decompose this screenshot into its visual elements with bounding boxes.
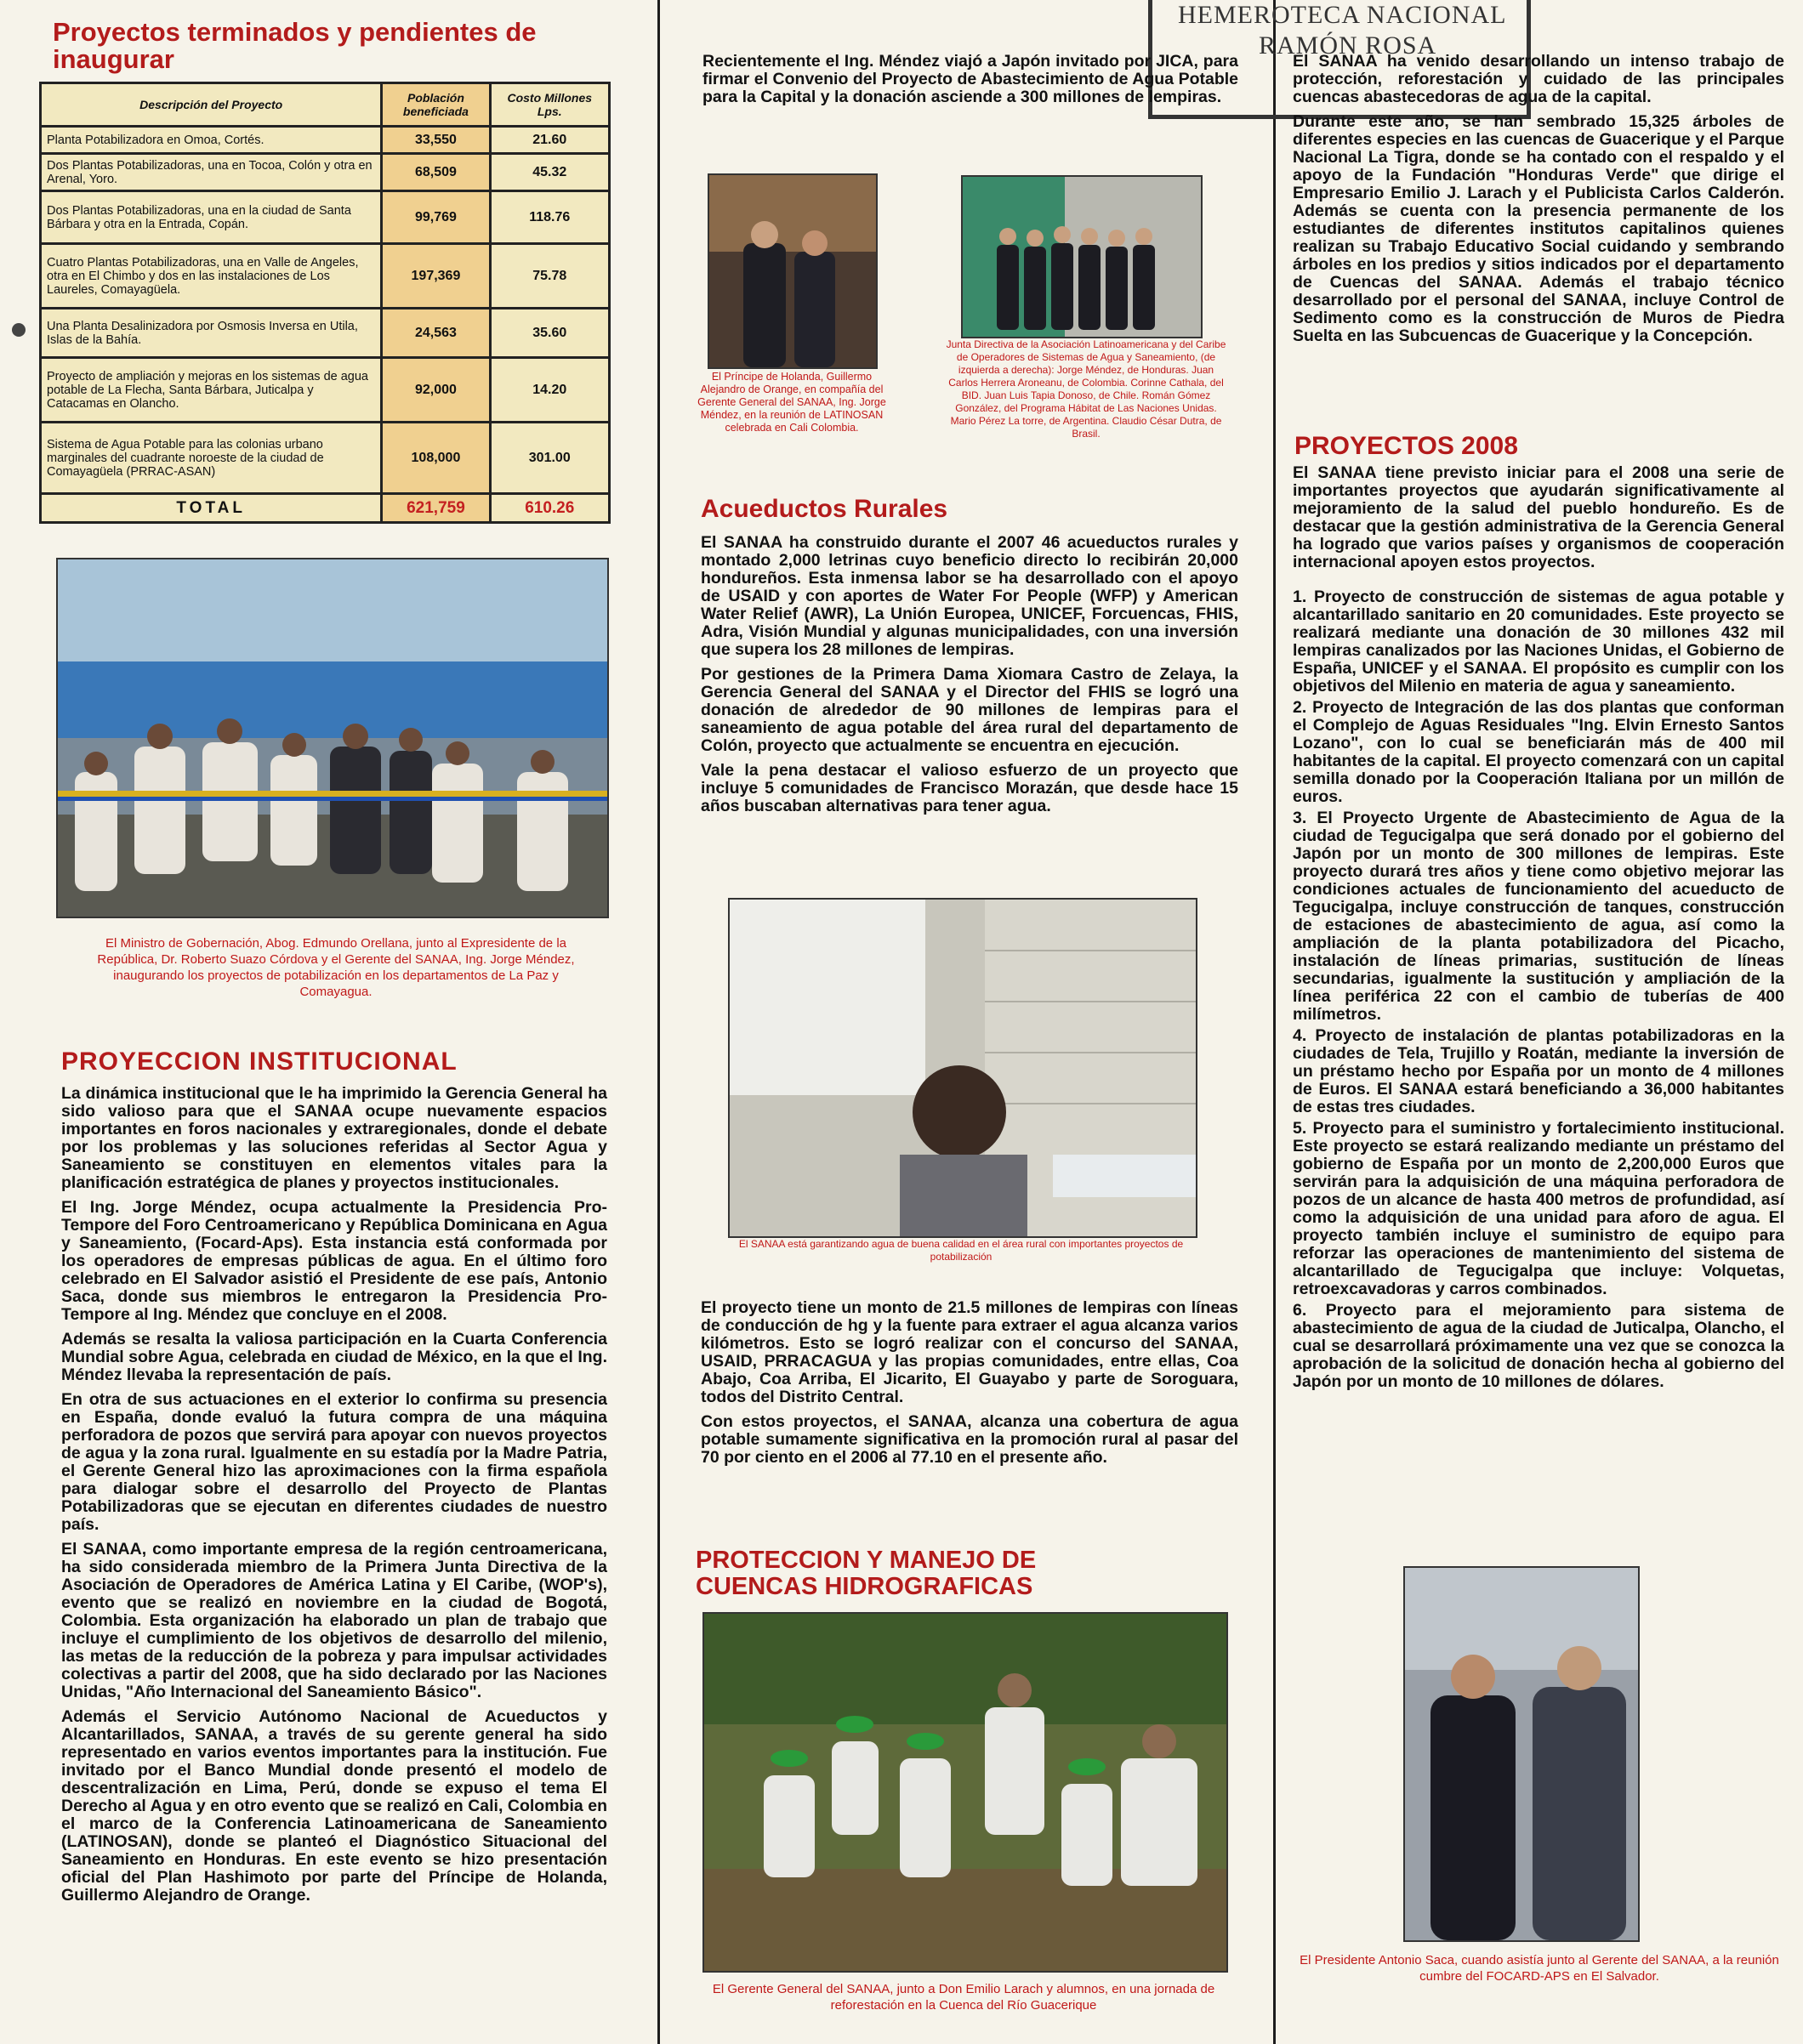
row-description: Una Planta Desalinizadora por Osmosis Inversa en Utila, Islas de la Bahía. — [41, 309, 382, 358]
col1-paragraph: El Ing. Jorge Méndez, ocupa actualmente la Presidencia Pro-Tempore del Foro Centroamericano y República Dominicana en Agua y Saneamiento, (Focard-Aps). Esta instancia está conformada por los operadores de empresas públicas de agua. En el último foro celebrado en El Salvador asistió el Presidente de ese país, Antonio Saca, donde sus miembros le entregaron la Presidencia Pro-Tempore al Ing. Méndez que concluye en el 2008. — [61, 1198, 607, 1324]
row-cost: 35.60 — [490, 309, 610, 358]
photo-ribbon-cutting — [56, 558, 609, 918]
projects-table — [39, 82, 611, 524]
row-description: Sistema de Agua Potable para las colonias urbano marginales del cuadrante noroeste de la ciudad de Comayagüela (PRRAC-ASAN) — [41, 423, 382, 494]
photo-prince-orange — [708, 173, 878, 369]
photo-junta-directiva — [961, 175, 1203, 338]
project-2008-item: 5. Proyecto para el suministro y fortalecimiento institucional. Este proyecto se estará realizando mediante un préstamo del gobierno de España por un monto de 2,200,000 Euros que servirán para la adquisición de una máquina perforadora de pozos de un alcance de hasta 400 metros de profundidad, así como la adquisición de una unidad para aforo de agua. El proyecto también incluye el suministro de equipo para reforzar las operaciones de mantenimiento del sistema de alcantarillado de Tegucigalpa que incluye: Volquetas, retroexcavadoras y carros combinados. — [1293, 1119, 1784, 1298]
row-population: 24,563 — [382, 309, 490, 358]
table-total-row — [41, 494, 610, 523]
heading-proyectos-2008: PROYECTOS 2008 — [1294, 432, 1518, 460]
row-cost: 14.20 — [490, 358, 610, 423]
caption-junta-directiva: Junta Directiva de la Asociación Latinoamericana y del Caribe de Operadores de Sistemas de Agua y Saneamiento, (de izquierda a derecha): Jorge Méndez, de Honduras. Juan Carlos Herrera Aroneanu, de Colombia. Corinne Cathala, del BID. Juan Luis Tapia Donoso, de Chile. Román Gómez González, del Programa Hábitat de Las Naciones Unidas. Mario Pérez La torre, de Argentina. Claudio César Dutra, de Brasil. — [946, 338, 1226, 440]
rural-paragraph: Por gestiones de la Primera Dama Xiomara Castro de Zelaya, la Gerencia General del SANAA y el Director del FHIS se logró una donación de alrededor de 90 millones de lempiras para el saneamiento de agua potable del área rural del departamento de Colón, proyecto que actualmente se encuentra en ejecución. — [701, 665, 1238, 755]
project-2008-item: 2. Proyecto de Integración de las dos plantas que conforman el Complejo de Aguas Residuales "Ing. Elvin Ernesto Santos Lozano", con lo cual se beneficiarán más de 400 mil habitantes de la capital. El proyecto comenzará con un capital semilla donado por la Cooperación Italiana por un millón de euros. — [1293, 698, 1784, 806]
caption-president-saca: El Presidente Antonio Saca, cuando asistía junto al Gerente del SANAA, a la reunión cumbre del FOCARD-APS en El Salvador. — [1300, 1953, 1779, 1984]
col2-after-body — [701, 1299, 1238, 1473]
table-row — [41, 244, 610, 309]
rural-paragraph: El SANAA ha construido durante el 2007 46 acueductos rurales y montado 2,000 letrinas cuyo beneficio directo lo recibirán 20,000 hondureños. Esta inmensa labor se ha desarrollado con el apoyo de USAID y con aportes de Water For People (WFP) y American Water Relief (AWR), La Unión Europea, UNICEF, Forcuencas, FHIS, Adra, Visión Mundial y algunas municipalidades, con una inversión que supera los 28 millones de lempiras. — [701, 533, 1238, 659]
row-population: 33,550 — [382, 127, 490, 154]
row-population: 68,509 — [382, 154, 490, 191]
caption-prince-orange: El Príncipe de Holanda, Guillermo Alejandro de Orange, en compañía del Gerente General del SANAA, Ing. Jorge Méndez, en la reunión de LATINOSAN celebrada en Cali Colombia. — [697, 371, 886, 434]
row-description: Proyecto de ampliación y mejoras en los sistemas de agua potable de La Flecha, Santa Bárbara, Juticalpa y Catacamas en Olancho. — [41, 358, 382, 423]
row-population: 99,769 — [382, 191, 490, 244]
col1-body — [61, 1085, 607, 1911]
total-population: 621,759 — [382, 494, 490, 523]
project-2008-item: 3. El Proyecto Urgente de Abastecimiento de Agua de la ciudad de Tegucigalpa que será donado por el gobierno del Japón por un monto de 300 millones de lempiras. Este proyecto durará tres años y tiene como objetivo mejorar las condiciones actuales de funcionamiento del acueducto de Tegucigalpa, incluye construcción de tanques, construcción de estaciones de abastecimiento de agua, así como la ampliación de la planta potabilizadora del Picacho, instalación de líneas primarias, sustitución de líneas secundarias, igualmente la sustitución y ampliación de la línea periférica 22 con el cambio de tuberías de 400 milímetros. — [1293, 809, 1784, 1024]
header-description: Descripción del Proyecto — [41, 83, 382, 127]
col2-rural-body — [701, 534, 1238, 822]
margin-mark — [12, 323, 26, 337]
table-row — [41, 358, 610, 423]
col3-paragraph: Durante este año, se han sembrado 15,325 árboles de diferentes especies en las cuencas de Guacerique y el Parque Nacional La Tigra, donde se ha contado con el respaldo y el apoyo de la Fundación "Honduras Verde" que dirige el Empresario Emilio J. Larach y el Publicista Carlos Calderón. Además se cuenta con la presencia permanente de los estudiantes de diferentes institutos capitalinos quienes realizan su Trabajo Educativo Social cuidando y sembrando árboles en los predios y sitios indicados por el departamento de Cuencas del SANAA. Además el trabajo técnico desarrollado por el personal del SANAA, incluye Control de Sedimento como es la construcción de Muros de Piedra Suelta en las Subcuencas de Guacerique y la Concepción. — [1293, 112, 1784, 345]
col2-intro: Recientemente el Ing. Méndez viajó a Japón invitado por JICA, para firmar el Convenio del Proyecto de Abastecimiento de Agua Potable para la Capital y la donación asciende a 300 millones de lempiras. — [702, 52, 1238, 106]
project-2008-item: 1. Proyecto de construcción de sistemas de agua potable y alcantarillado sanitario en 20 comunidades. Este proyecto se realizará mediante una donación de 30 millones 432 mil lempiras canalizados por las Naciones Unidas, el Gobierno de España, UNICEF y el SANAA. El propósito es cumplir con los objetivos del Milenio en materia de agua y saneamiento. — [1293, 588, 1784, 696]
col3-2008-body — [1293, 464, 1784, 1394]
intro-2008: El SANAA tiene previsto iniciar para el 2008 una serie de importantes proyectos que ayudarán significativamente al mejoramiento de la salud del pueblo hondureño. Es de destacar que la gestión administrativa de la Gerencia General ha logrado que varios países y organismos de cooperación internacional apoyen estos proyectos. — [1293, 463, 1784, 571]
project-2008-item: 4. Proyecto de instalación de plantas potabilizadoras en la ciudades de Tela, Trujillo y Roatán, mediante la inversión de un préstamo hecho por España por un monto de 4 millones de Euros. El SANAA estará beneficiando a 36,000 habitantes de estas tres ciudades. — [1293, 1026, 1784, 1116]
ribbon-cutting-image — [58, 559, 607, 917]
table-title: Proyectos terminados y pendientes de inaugurar — [53, 17, 537, 74]
caption-child-drinking: El SANAA está garantizando agua de buena calidad en el área rural con importantes proyectos de potabilización — [738, 1238, 1184, 1263]
row-population: 108,000 — [382, 423, 490, 494]
column-rule-left — [657, 0, 660, 2044]
row-cost: 45.32 — [490, 154, 610, 191]
row-cost: 301.00 — [490, 423, 610, 494]
row-population: 197,369 — [382, 244, 490, 309]
col1-paragraph: En otra de sus actuaciones en el exterior lo confirma su presencia en España, donde evaluó la futura compra de una máquina perforadora de pozos que servirá para apoyar con nuevos proyectos de agua y la zona rural. Igualmente en su estadía por la Madre Patria, el Gerente General hizo las aproximaciones con la firma española para dialogar sobre el desarrollo del Proyecto de Plantas Potabilizadoras que se ejecutan en diferentes ciudades de nuestro país. — [61, 1390, 607, 1534]
photo-reforestation — [702, 1612, 1228, 1973]
row-cost: 118.76 — [490, 191, 610, 244]
photo-child-drinking — [728, 898, 1197, 1238]
row-description: Dos Plantas Potabilizadoras, una en Tocoa, Colón y otra en Arenal, Yoro. — [41, 154, 382, 191]
heading-cuencas-line-1: PROTECCION Y MANEJO DE — [696, 1547, 1037, 1574]
after-paragraph: El proyecto tiene un monto de 21.5 millones de lempiras con líneas de conducción de hg y la fuente para extraer el agua alcanza varios kilómetros. Esto se logró realizar con el concurso del SANAA, USAID, PRRACAGUA y las propias comunidades, entre ellas, Coa Abajo, Coa Arriba, El Jicarito, El Guayabo y parte de Soroguara, todos del Distrito Central. — [701, 1298, 1238, 1406]
table-row — [41, 423, 610, 494]
row-description: Dos Plantas Potabilizadoras, una en la ciudad de Santa Bárbara y otra en la Entrada, Copán. — [41, 191, 382, 244]
row-description: Cuatro Plantas Potabilizadoras, una en Valle de Angeles, otra en El Chimbo y dos en las instalaciones de Los Laureles, Comayagüela. — [41, 244, 382, 309]
col3-body — [1293, 53, 1784, 352]
heading-cuencas-line-2: CUENCAS HIDROGRAFICAS — [696, 1573, 1033, 1600]
reforestation-image — [704, 1614, 1226, 1971]
photo-president-saca — [1403, 1566, 1640, 1942]
heading-cuencas — [696, 1547, 1036, 1600]
total-label: TOTAL — [41, 494, 382, 523]
stamp-line-1: HEMEROTECA NACIONAL — [1178, 1, 1507, 29]
junta-directiva-image — [963, 177, 1201, 337]
header-population: Población beneficiada — [382, 83, 490, 127]
table-row — [41, 191, 610, 244]
heading-acueductos-rurales: Acueductos Rurales — [701, 495, 948, 523]
total-cost: 610.26 — [490, 494, 610, 523]
president-saca-image — [1405, 1568, 1638, 1940]
table-header-row — [41, 83, 610, 127]
table-row — [41, 127, 610, 154]
row-cost: 75.78 — [490, 244, 610, 309]
table-row — [41, 309, 610, 358]
column-rule-right — [1273, 0, 1276, 2044]
caption-ribbon-cutting: El Ministro de Gobernación, Abog. Edmundo Orellana, junto al Expresidente de la República, Dr. Roberto Suazo Córdova y el Gerente del SANAA, Ing. Jorge Méndez, inaugurando los proyectos de potabilización en los departamentos de La Paz y Comayagua. — [97, 936, 575, 999]
col1-paragraph: Además se resalta la valiosa participación en la Cuarta Conferencia Mundial sobre Agua, celebrada en ciudad de México, en la que el Ing. Méndez llevaba la representación de país. — [61, 1330, 607, 1384]
col1-paragraph: La dinámica institucional que le ha imprimido la Gerencia General ha sido valioso para que el SANAA ocupe nuevamente espacios importantes en foros nacionales y extraregionales, donde el debate por los problemas y las soluciones referidas al Sector Agua y Saneamiento se constituyen en elementos vitales para la planificación estratégica de planes y proyectos institucionales. — [61, 1084, 607, 1192]
rural-paragraph: Vale la pena destacar el valioso esfuerzo de un proyecto que incluye 5 comunidades de Francisco Morazán, que desde hace 15 años buscaban alternativas para tener agua. — [701, 761, 1238, 815]
header-cost: Costo Millones Lps. — [490, 83, 610, 127]
caption-reforestation: El Gerente General del SANAA, junto a Don Emilio Larach y alumnos, en una jornada de reforestación en la Cuenca del Río Guacerique — [712, 1982, 1215, 2013]
after-paragraph: Con estos proyectos, el SANAA, alcanza una cobertura de agua potable sumamente significativa en la promoción rural al pasar del 70 por ciento en el 2006 al 77.10 en el presente año. — [701, 1412, 1238, 1467]
row-population: 92,000 — [382, 358, 490, 423]
child-drinking-image — [730, 900, 1196, 1236]
project-2008-item: 6. Proyecto para el mejoramiento para sistema de abastecimiento de agua de la ciudad de Juticalpa, Olancho, el cual se desarrollará próximamente una vez que se conozca la aprobación de la solicitud de donación hecha al gobierno del Japón por un monto de 10 millones de dólares. — [1293, 1301, 1784, 1391]
col1-paragraph: Además el Servicio Autónomo Nacional de Acueductos y Alcantarillados, SANAA, a través de su gerente general ha sido representado en varios eventos importantes para la institución. Fue invitado por el Banco Mundial donde presentó el modelo de descentralización en Lima, Perú, donde se expuso el tema El Derecho al Agua y en otro evento que se realizó en Cali, Colombia en el marco de la Conferencia Latinoamericana de Saneamiento (LATINOSAN), donde se planteó el Diagnóstico Situacional del Saneamiento en Honduras. En este evento se hizo presentación oficial del Plan Hashimoto por parte del Príncipe de Holanda, Guillermo Alejandro de Orange. — [61, 1707, 607, 1905]
col1-paragraph: El SANAA, como importante empresa de la región centroamericana, ha sido considerada miembro de la Primera Junta Directiva de la Asociación de Operadores de América Latina y El Caribe, (WOP's), evento que se realizó en noviembre en la ciudad de Bogotá, Colombia. Esta organización ha elaborado un plan de trabajo que incluye el cumplimiento de los objetivos de desarrollo del milenio, las metas de la reducción de la pobreza y para impulsar actividades colectivas a partir del 2008, que ha sido declarado por las Naciones Unidas, "Año Internacional del Saneamiento Básico". — [61, 1540, 607, 1701]
table-row — [41, 154, 610, 191]
row-cost: 21.60 — [490, 127, 610, 154]
heading-proyeccion-institucional: PROYECCION INSTITUCIONAL — [61, 1048, 458, 1076]
prince-orange-image — [709, 175, 876, 367]
col3-paragraph: El SANAA ha venido desarrollando un intenso trabajo de protección, reforestación y cuidado de las principales cuencas abastecedoras de agua de la capital. — [1293, 52, 1784, 106]
row-description: Planta Potabilizadora en Omoa, Cortés. — [41, 127, 382, 154]
stamp-line-2: RAMÓN ROSA — [1259, 31, 1437, 60]
